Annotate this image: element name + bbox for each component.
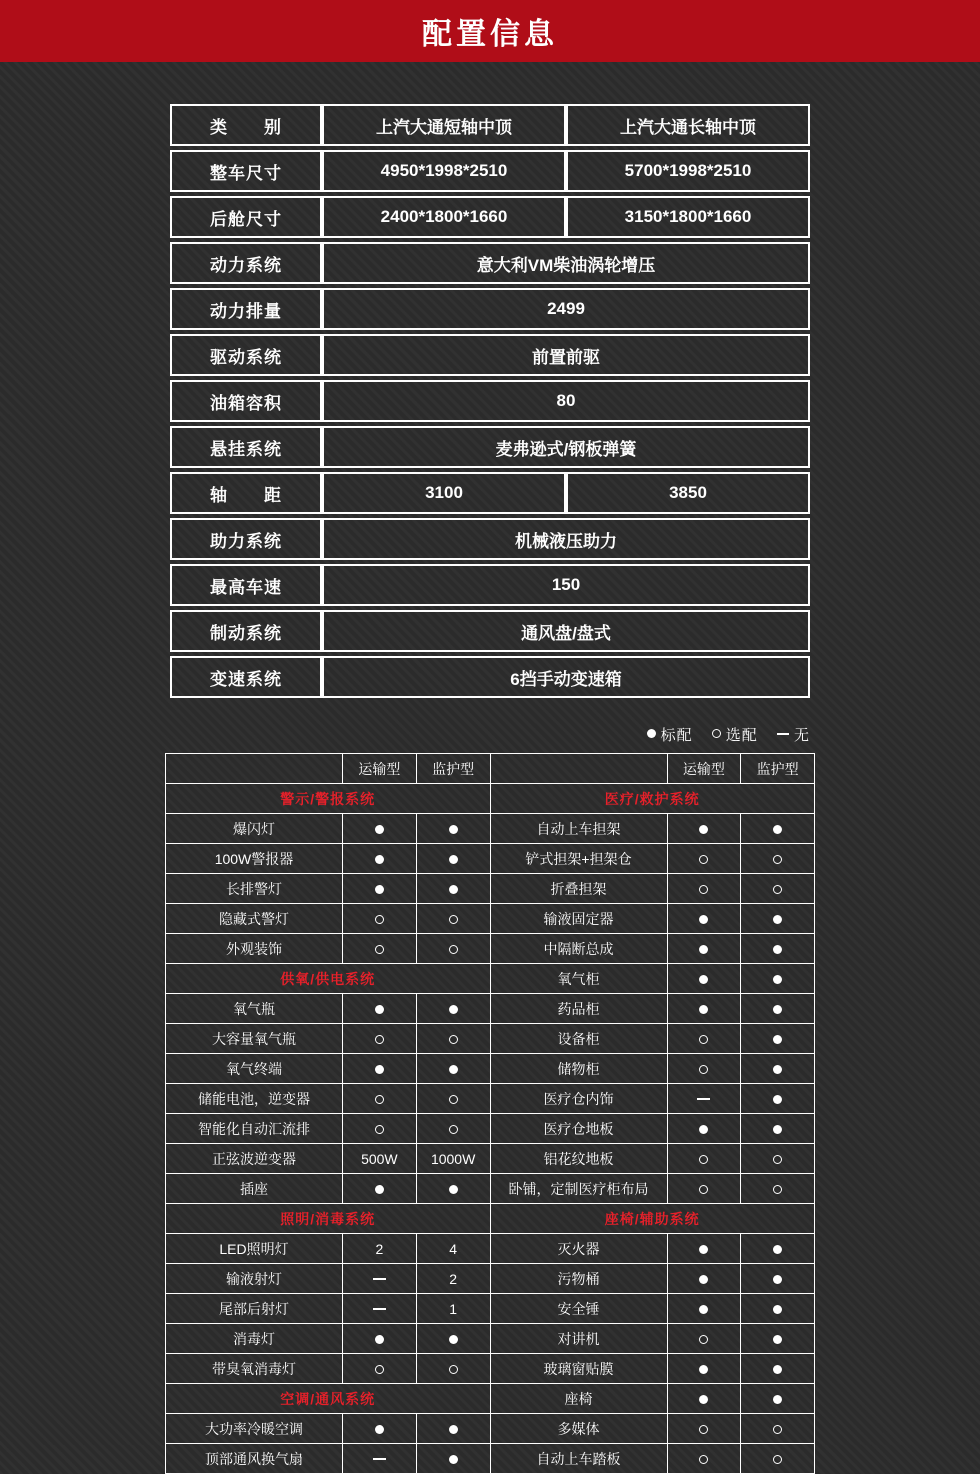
filled-dot-icon: [449, 825, 458, 834]
config-section-title: 医疗/救护系统: [490, 784, 815, 814]
spec-row: [170, 334, 810, 376]
config-row: [166, 1294, 815, 1324]
config-row: [166, 1264, 815, 1294]
config-item-value-monitor: [741, 1114, 815, 1144]
filled-dot-icon: [699, 975, 708, 984]
config-item-value-transport: [667, 1414, 741, 1444]
filled-dot-icon: [773, 825, 782, 834]
config-section-title: 照明/消毒系统: [166, 1204, 491, 1234]
config-item-value-transport: [343, 1174, 417, 1204]
config-item-value-monitor: [416, 1114, 490, 1144]
config-item-value-monitor: [741, 1414, 815, 1444]
filled-dot-icon: [773, 915, 782, 924]
config-item-value-transport: [343, 1084, 417, 1114]
config-item-name: 隐藏式警灯: [166, 904, 343, 934]
config-item-value-transport: [667, 1144, 741, 1174]
config-row: [166, 934, 815, 964]
filled-dot-icon: [449, 1005, 458, 1014]
config-item-name: 氧气瓶: [166, 994, 343, 1024]
config-item-name: 储能电池，逆变器: [166, 1084, 343, 1114]
config-item-value-monitor: [741, 1444, 815, 1474]
config-item-value-monitor: [416, 934, 490, 964]
config-item-value-transport: [343, 874, 417, 904]
config-row: [166, 1324, 815, 1354]
config-item-name: 正弦波逆变器: [166, 1144, 343, 1174]
filled-dot-icon: [375, 885, 384, 894]
config-item-value-monitor: [416, 814, 490, 844]
config-item-name: 长排警灯: [166, 874, 343, 904]
filled-dot-icon: [699, 1275, 708, 1284]
config-item-value-transport: [667, 994, 741, 1024]
hollow-dot-icon: [773, 1425, 782, 1434]
config-item-value-transport: [343, 994, 417, 1024]
hollow-dot-icon: [699, 885, 708, 894]
config-header-row: [166, 754, 815, 784]
spec-row-label: 助力系统: [170, 518, 322, 560]
config-item-value-transport: 2: [343, 1234, 417, 1264]
config-item-name: 对讲机: [490, 1324, 667, 1354]
config-item-value-monitor: [741, 1234, 815, 1264]
filled-dot-icon: [773, 1365, 782, 1374]
config-item-name: 100W警报器: [166, 844, 343, 874]
config-item-value-transport: [667, 1084, 741, 1114]
config-item-value-monitor: [416, 874, 490, 904]
legend-standard-label: 标配: [660, 727, 693, 744]
config-item-value-monitor: [741, 874, 815, 904]
config-section-title: 供氧/供电系统: [166, 964, 491, 994]
config-item-name: 输液固定器: [490, 904, 667, 934]
hollow-dot-icon: [712, 729, 721, 738]
config-row: [166, 874, 815, 904]
spec-row-value: 上汽大通长轴中顶: [566, 104, 810, 146]
page-title: 配置信息: [422, 18, 558, 51]
config-item-value-transport: [667, 1444, 741, 1474]
config-item-value-transport: [667, 1024, 741, 1054]
config-row: [166, 784, 815, 814]
spec-row-value: 麦弗逊式/钢板弹簧: [322, 426, 810, 468]
config-item-value-transport: [343, 844, 417, 874]
config-item-value-monitor: [741, 934, 815, 964]
config-item-value-transport: [667, 934, 741, 964]
hollow-dot-icon: [699, 1335, 708, 1344]
config-row: [166, 904, 815, 934]
config-item-value-monitor: [741, 1174, 815, 1204]
legend-standard: [647, 727, 693, 744]
hollow-dot-icon: [375, 1365, 384, 1374]
spec-row: [170, 380, 810, 422]
config-item-value-monitor: [741, 1144, 815, 1174]
config-item-name: 医疗仓地板: [490, 1114, 667, 1144]
config-item-name: 顶部通风换气扇: [166, 1444, 343, 1474]
filled-dot-icon: [699, 1245, 708, 1254]
hollow-dot-icon: [375, 945, 384, 954]
config-item-value-transport: [667, 1294, 741, 1324]
filled-dot-icon: [773, 1065, 782, 1074]
config-row: [166, 1054, 815, 1084]
spec-row: [170, 242, 810, 284]
config-row: [166, 1114, 815, 1144]
filled-dot-icon: [449, 885, 458, 894]
config-item-value-monitor: 1000W: [416, 1144, 490, 1174]
config-item-value-monitor: 1: [416, 1294, 490, 1324]
spec-row: [170, 104, 810, 146]
filled-dot-icon: [699, 1125, 708, 1134]
config-item-name: 折叠担架: [490, 874, 667, 904]
spec-row-value: 通风盘/盘式: [322, 610, 810, 652]
hollow-dot-icon: [699, 1425, 708, 1434]
hollow-dot-icon: [773, 855, 782, 864]
spec-row-value: 机械液压助力: [322, 518, 810, 560]
config-item-name: 玻璃窗贴膜: [490, 1354, 667, 1384]
filled-dot-icon: [699, 1365, 708, 1374]
config-column-header: 运输型: [667, 754, 741, 784]
config-item-value-transport: [667, 1384, 741, 1414]
config-item-value-transport: [667, 1354, 741, 1384]
config-item-name: 药品柜: [490, 994, 667, 1024]
config-row: [166, 1174, 815, 1204]
config-item-name: 消毒灯: [166, 1324, 343, 1354]
filled-dot-icon: [699, 1005, 708, 1014]
spec-row: [170, 472, 810, 514]
config-item-name: 带臭氧消毒灯: [166, 1354, 343, 1384]
filled-dot-icon: [449, 1185, 458, 1194]
config-row: [166, 1144, 815, 1174]
filled-dot-icon: [375, 1425, 384, 1434]
config-item-value-monitor: [741, 1054, 815, 1084]
dash-icon: [373, 1308, 386, 1310]
hollow-dot-icon: [449, 1035, 458, 1044]
hollow-dot-icon: [375, 1125, 384, 1134]
hollow-dot-icon: [449, 945, 458, 954]
spec-row-value: 意大利VM柴油涡轮增压: [322, 242, 810, 284]
hollow-dot-icon: [449, 1365, 458, 1374]
spec-row-label: 制动系统: [170, 610, 322, 652]
filled-dot-icon: [699, 825, 708, 834]
config-item-name: 外观装饰: [166, 934, 343, 964]
hollow-dot-icon: [375, 1035, 384, 1044]
filled-dot-icon: [773, 1335, 782, 1344]
legend: [170, 724, 810, 745]
config-item-value-monitor: [416, 1174, 490, 1204]
hollow-dot-icon: [773, 885, 782, 894]
spec-row-label: 最高车速: [170, 564, 322, 606]
config-item-value-transport: 500W: [343, 1144, 417, 1174]
config-item-value-transport: [343, 1324, 417, 1354]
legend-optional-label: 选配: [725, 727, 758, 744]
config-item-name: 氧气柜: [490, 964, 667, 994]
hollow-dot-icon: [773, 1185, 782, 1194]
spec-row: [170, 518, 810, 560]
hollow-dot-icon: [699, 1035, 708, 1044]
spec-row-value: 150: [322, 564, 810, 606]
spec-row-value: 上汽大通短轴中顶: [322, 104, 566, 146]
config-item-value-transport: [343, 814, 417, 844]
spec-row-value: 80: [322, 380, 810, 422]
config-item-value-transport: [343, 1414, 417, 1444]
hollow-dot-icon: [773, 1455, 782, 1464]
hollow-dot-icon: [699, 855, 708, 864]
config-item-value-monitor: [416, 1324, 490, 1354]
config-section-title: 座椅/辅助系统: [490, 1204, 815, 1234]
filled-dot-icon: [773, 945, 782, 954]
spec-row-value: 前置前驱: [322, 334, 810, 376]
config-item-value-monitor: [416, 904, 490, 934]
spec-row-value: 3100: [322, 472, 566, 514]
filled-dot-icon: [375, 825, 384, 834]
config-item-value-monitor: [416, 1354, 490, 1384]
config-item-name: 铲式担架+担架仓: [490, 844, 667, 874]
config-item-value-monitor: 2: [416, 1264, 490, 1294]
spec-table: [170, 100, 810, 702]
filled-dot-icon: [773, 1395, 782, 1404]
filled-dot-icon: [375, 1335, 384, 1344]
config-item-value-transport: [667, 1054, 741, 1084]
config-item-value-transport: [343, 934, 417, 964]
config-item-name: 座椅: [490, 1384, 667, 1414]
config-item-name: 卧铺，定制医疗柜布局: [490, 1174, 667, 1204]
config-item-value-monitor: [741, 964, 815, 994]
spec-row-label: 动力系统: [170, 242, 322, 284]
config-row: [166, 1024, 815, 1054]
hollow-dot-icon: [375, 1095, 384, 1104]
config-item-value-transport: [667, 904, 741, 934]
config-item-value-transport: [667, 1174, 741, 1204]
config-item-value-transport: [667, 1234, 741, 1264]
config-item-value-transport: [343, 904, 417, 934]
config-item-name: LED照明灯: [166, 1234, 343, 1264]
config-item-value-monitor: [741, 1324, 815, 1354]
config-item-name: 输液射灯: [166, 1264, 343, 1294]
config-item-value-transport: [667, 874, 741, 904]
spec-row-label: 后舱尺寸: [170, 196, 322, 238]
config-item-value-transport: [667, 1114, 741, 1144]
config-column-header: 运输型: [343, 754, 417, 784]
config-section-title: 警示/警报系统: [166, 784, 491, 814]
config-item-value-transport: [667, 814, 741, 844]
filled-dot-icon: [773, 1095, 782, 1104]
config-item-value-transport: [667, 1324, 741, 1354]
config-item-value-transport: [343, 1444, 417, 1474]
hollow-dot-icon: [773, 1155, 782, 1164]
config-item-name: 自动上车担架: [490, 814, 667, 844]
filled-dot-icon: [375, 1065, 384, 1074]
spec-row-label: 整车尺寸: [170, 150, 322, 192]
config-item-name: 中隔断总成: [490, 934, 667, 964]
filled-dot-icon: [773, 975, 782, 984]
spec-row-label: 变速系统: [170, 656, 322, 698]
config-row: [166, 1414, 815, 1444]
spec-row-value: 2499: [322, 288, 810, 330]
config-section-title: 空调/通风系统: [166, 1384, 491, 1414]
config-row: [166, 1204, 815, 1234]
config-row: [166, 994, 815, 1024]
filled-dot-icon: [773, 1245, 782, 1254]
config-item-value-transport: [343, 1024, 417, 1054]
config-item-value-monitor: 4: [416, 1234, 490, 1264]
config-item-value-monitor: [741, 1294, 815, 1324]
hollow-dot-icon: [699, 1155, 708, 1164]
config-item-name: 灭火器: [490, 1234, 667, 1264]
config-row: [166, 1234, 815, 1264]
config-item-value-monitor: [741, 1264, 815, 1294]
config-item-name: 储物柜: [490, 1054, 667, 1084]
legend-optional: [712, 727, 758, 744]
filled-dot-icon: [375, 855, 384, 864]
filled-dot-icon: [449, 1455, 458, 1464]
config-item-value-monitor: [741, 994, 815, 1024]
config-item-value-monitor: [741, 844, 815, 874]
spec-row-label: 驱动系统: [170, 334, 322, 376]
config-table-container: [165, 753, 815, 1474]
hollow-dot-icon: [699, 1455, 708, 1464]
config-item-name: 污物桶: [490, 1264, 667, 1294]
spec-table-container: [170, 100, 810, 702]
config-column-header: 监护型: [741, 754, 815, 784]
config-item-name: 尾部后射灯: [166, 1294, 343, 1324]
config-item-value-monitor: [416, 1084, 490, 1114]
config-row: [166, 1444, 815, 1474]
config-item-name: 大功率冷暖空调: [166, 1414, 343, 1444]
filled-dot-icon: [449, 1335, 458, 1344]
hollow-dot-icon: [449, 1125, 458, 1134]
config-item-value-transport: [667, 844, 741, 874]
config-row: [166, 1384, 815, 1414]
config-item-value-monitor: [416, 1414, 490, 1444]
dash-icon: [697, 1098, 710, 1100]
config-item-value-transport: [667, 964, 741, 994]
filled-dot-icon: [773, 1035, 782, 1044]
config-item-value-monitor: [416, 844, 490, 874]
spec-row-label: 油箱容积: [170, 380, 322, 422]
spec-row-value: 3850: [566, 472, 810, 514]
config-table: [165, 753, 815, 1474]
spec-row-value: 5700*1998*2510: [566, 150, 810, 192]
config-item-name: 大容量氧气瓶: [166, 1024, 343, 1054]
config-item-value-transport: [343, 1264, 417, 1294]
spec-row: [170, 288, 810, 330]
config-item-name: 插座: [166, 1174, 343, 1204]
spec-row: [170, 610, 810, 652]
filled-dot-icon: [647, 729, 656, 738]
config-item-name: 设备柜: [490, 1024, 667, 1054]
spec-row-value: 3150*1800*1660: [566, 196, 810, 238]
config-item-name: 爆闪灯: [166, 814, 343, 844]
dash-icon: [373, 1278, 386, 1280]
spec-row-value: 4950*1998*2510: [322, 150, 566, 192]
config-row: [166, 1354, 815, 1384]
config-item-value-transport: [343, 1294, 417, 1324]
config-item-name: 安全锤: [490, 1294, 667, 1324]
filled-dot-icon: [699, 1395, 708, 1404]
config-column-header: [490, 754, 667, 784]
config-item-value-monitor: [416, 1024, 490, 1054]
filled-dot-icon: [375, 1005, 384, 1014]
config-column-header: [166, 754, 343, 784]
config-row: [166, 1084, 815, 1114]
filled-dot-icon: [375, 1185, 384, 1194]
config-item-value-transport: [343, 1354, 417, 1384]
config-row: [166, 844, 815, 874]
spec-row: [170, 196, 810, 238]
hollow-dot-icon: [449, 1095, 458, 1104]
config-item-value-monitor: [741, 814, 815, 844]
config-item-value-monitor: [416, 1054, 490, 1084]
config-item-name: 多媒体: [490, 1414, 667, 1444]
page-header: [0, 0, 980, 62]
spec-row-label: 动力排量: [170, 288, 322, 330]
spec-row: [170, 426, 810, 468]
filled-dot-icon: [773, 1305, 782, 1314]
dash-icon: [777, 733, 789, 735]
filled-dot-icon: [699, 945, 708, 954]
config-row: [166, 964, 815, 994]
filled-dot-icon: [773, 1005, 782, 1014]
spec-row-value: 2400*1800*1660: [322, 196, 566, 238]
config-item-value-transport: [667, 1264, 741, 1294]
filled-dot-icon: [699, 915, 708, 924]
filled-dot-icon: [773, 1125, 782, 1134]
config-item-value-monitor: [416, 994, 490, 1024]
spec-row: [170, 150, 810, 192]
legend-none: [777, 727, 810, 744]
config-item-value-transport: [343, 1054, 417, 1084]
hollow-dot-icon: [375, 915, 384, 924]
dash-icon: [373, 1458, 386, 1460]
config-item-name: 自动上车踏板: [490, 1444, 667, 1474]
filled-dot-icon: [449, 855, 458, 864]
hollow-dot-icon: [449, 915, 458, 924]
spec-row: [170, 656, 810, 698]
config-item-name: 智能化自动汇流排: [166, 1114, 343, 1144]
config-item-value-monitor: [741, 1354, 815, 1384]
config-item-value-transport: [343, 1114, 417, 1144]
config-row: [166, 814, 815, 844]
filled-dot-icon: [773, 1275, 782, 1284]
hollow-dot-icon: [699, 1065, 708, 1074]
config-item-value-monitor: [741, 1024, 815, 1054]
config-item-name: 氧气终端: [166, 1054, 343, 1084]
config-item-name: 医疗仓内饰: [490, 1084, 667, 1114]
filled-dot-icon: [449, 1425, 458, 1434]
filled-dot-icon: [699, 1305, 708, 1314]
spec-row-label: 悬挂系统: [170, 426, 322, 468]
config-item-value-monitor: [741, 1084, 815, 1114]
spec-row-value: 6挡手动变速箱: [322, 656, 810, 698]
config-column-header: 监护型: [416, 754, 490, 784]
legend-none-label: 无: [793, 727, 810, 744]
config-item-value-monitor: [741, 1384, 815, 1414]
spec-row-label: 类 别: [170, 104, 322, 146]
filled-dot-icon: [449, 1065, 458, 1074]
hollow-dot-icon: [699, 1185, 708, 1194]
spec-row: [170, 564, 810, 606]
config-item-value-monitor: [741, 904, 815, 934]
spec-row-label: 轴 距: [170, 472, 322, 514]
config-item-value-monitor: [416, 1444, 490, 1474]
config-item-name: 铝花纹地板: [490, 1144, 667, 1174]
